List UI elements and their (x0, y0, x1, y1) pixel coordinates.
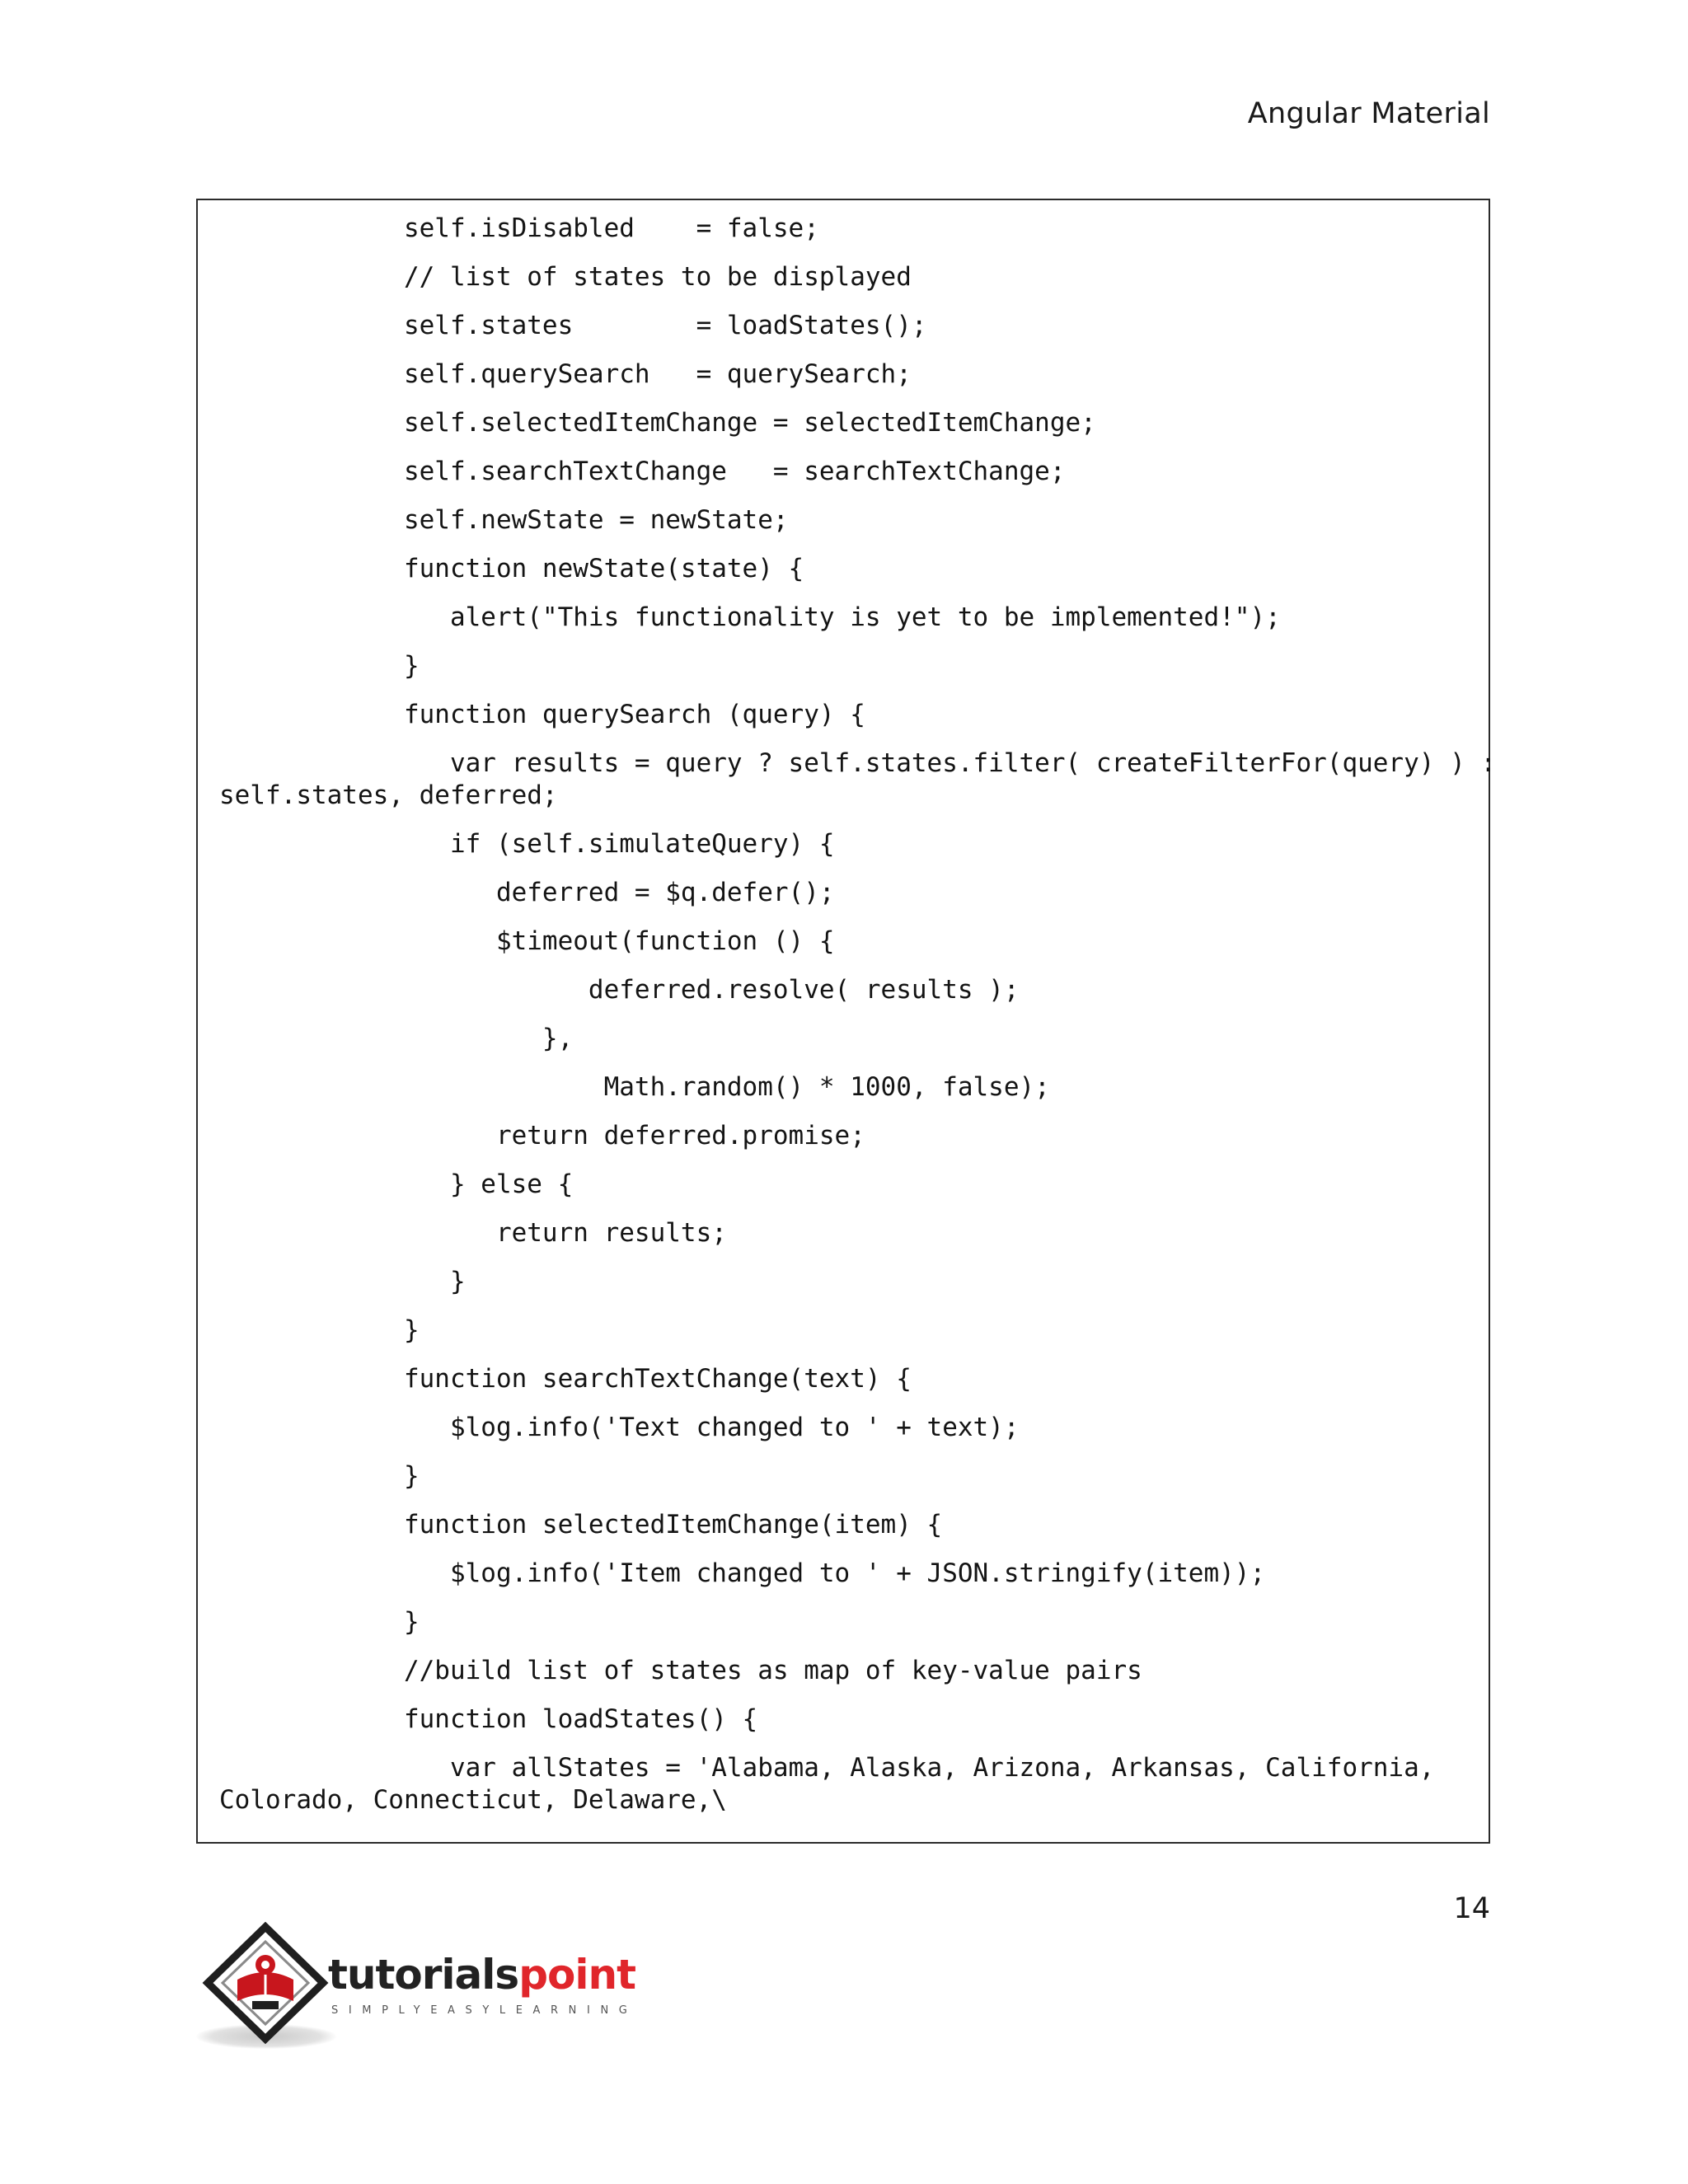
logo-diamond-icon (199, 1922, 331, 2046)
code-block (196, 199, 1497, 1844)
code-line: } else { (219, 1169, 574, 1199)
code-line: } (219, 1267, 466, 1296)
code-line: $log.info('Text changed to ' + text); (219, 1413, 1020, 1442)
code-line: var allStates = 'Alabama, Alaska, Arizona, Arkansas, California, (219, 1753, 1435, 1783)
code-line: self.querySearch = querySearch; (219, 359, 912, 389)
code-line: return results; (219, 1218, 727, 1248)
page-header-title: Angular Material (1247, 97, 1490, 130)
code-line: deferred.resolve( results ); (219, 975, 1020, 1005)
code-line: self.newState = newState; (219, 505, 789, 535)
tutorialspoint-logo (196, 1919, 658, 2055)
code-line: } (219, 1461, 420, 1491)
code-line: self.selectedItemChange = selectedItemChange; (219, 408, 1096, 438)
page-number: 14 (1453, 1892, 1490, 1925)
code-line: } (219, 1315, 420, 1345)
logo-word-point: point (518, 1951, 635, 1999)
code-line: $log.info('Item changed to ' + JSON.stringify(item)); (219, 1558, 1266, 1588)
code-line: self.isDisabled = false; (219, 213, 819, 243)
code-line: function selectedItemChange(item) { (219, 1510, 943, 1540)
code-line: function newState(state) { (219, 554, 804, 583)
code-line: //build list of states as map of key-value pairs (219, 1656, 1142, 1685)
code-line: function searchTextChange(text) { (219, 1364, 912, 1394)
code-line: Math.random() * 1000, false); (219, 1072, 1050, 1102)
code-line: self.states, deferred; (219, 780, 558, 810)
code-line: self.searchTextChange = searchTextChange; (219, 457, 1066, 486)
logo-tagline: SIMPLYEASYLEARNING (331, 2004, 638, 2017)
code-line: self.states = loadStates(); (219, 311, 927, 340)
code-line: function querySearch (query) { (219, 700, 865, 729)
code-line: return deferred.promise; (219, 1121, 865, 1151)
code-line: Colorado, Connecticut, Delaware,\ (219, 1785, 727, 1815)
code-line: if (self.simulateQuery) { (219, 829, 835, 859)
code-line: } (219, 651, 420, 681)
code-line: // list of states to be displayed (219, 262, 912, 292)
code-line: }, (219, 1024, 574, 1053)
code-line: deferred = $q.defer(); (219, 878, 835, 907)
code-line: function loadStates() { (219, 1704, 758, 1734)
code-line: $timeout(function () { (219, 926, 835, 956)
code-line: } (219, 1607, 420, 1637)
logo-wordmark (328, 1951, 635, 1999)
code-line: alert("This functionality is yet to be implemented!"); (219, 602, 1281, 632)
code-line: var results = query ? self.states.filter( createFilterFor(query) ) : (219, 748, 1497, 778)
logo-word-tutorials: tutorials (328, 1951, 519, 1999)
